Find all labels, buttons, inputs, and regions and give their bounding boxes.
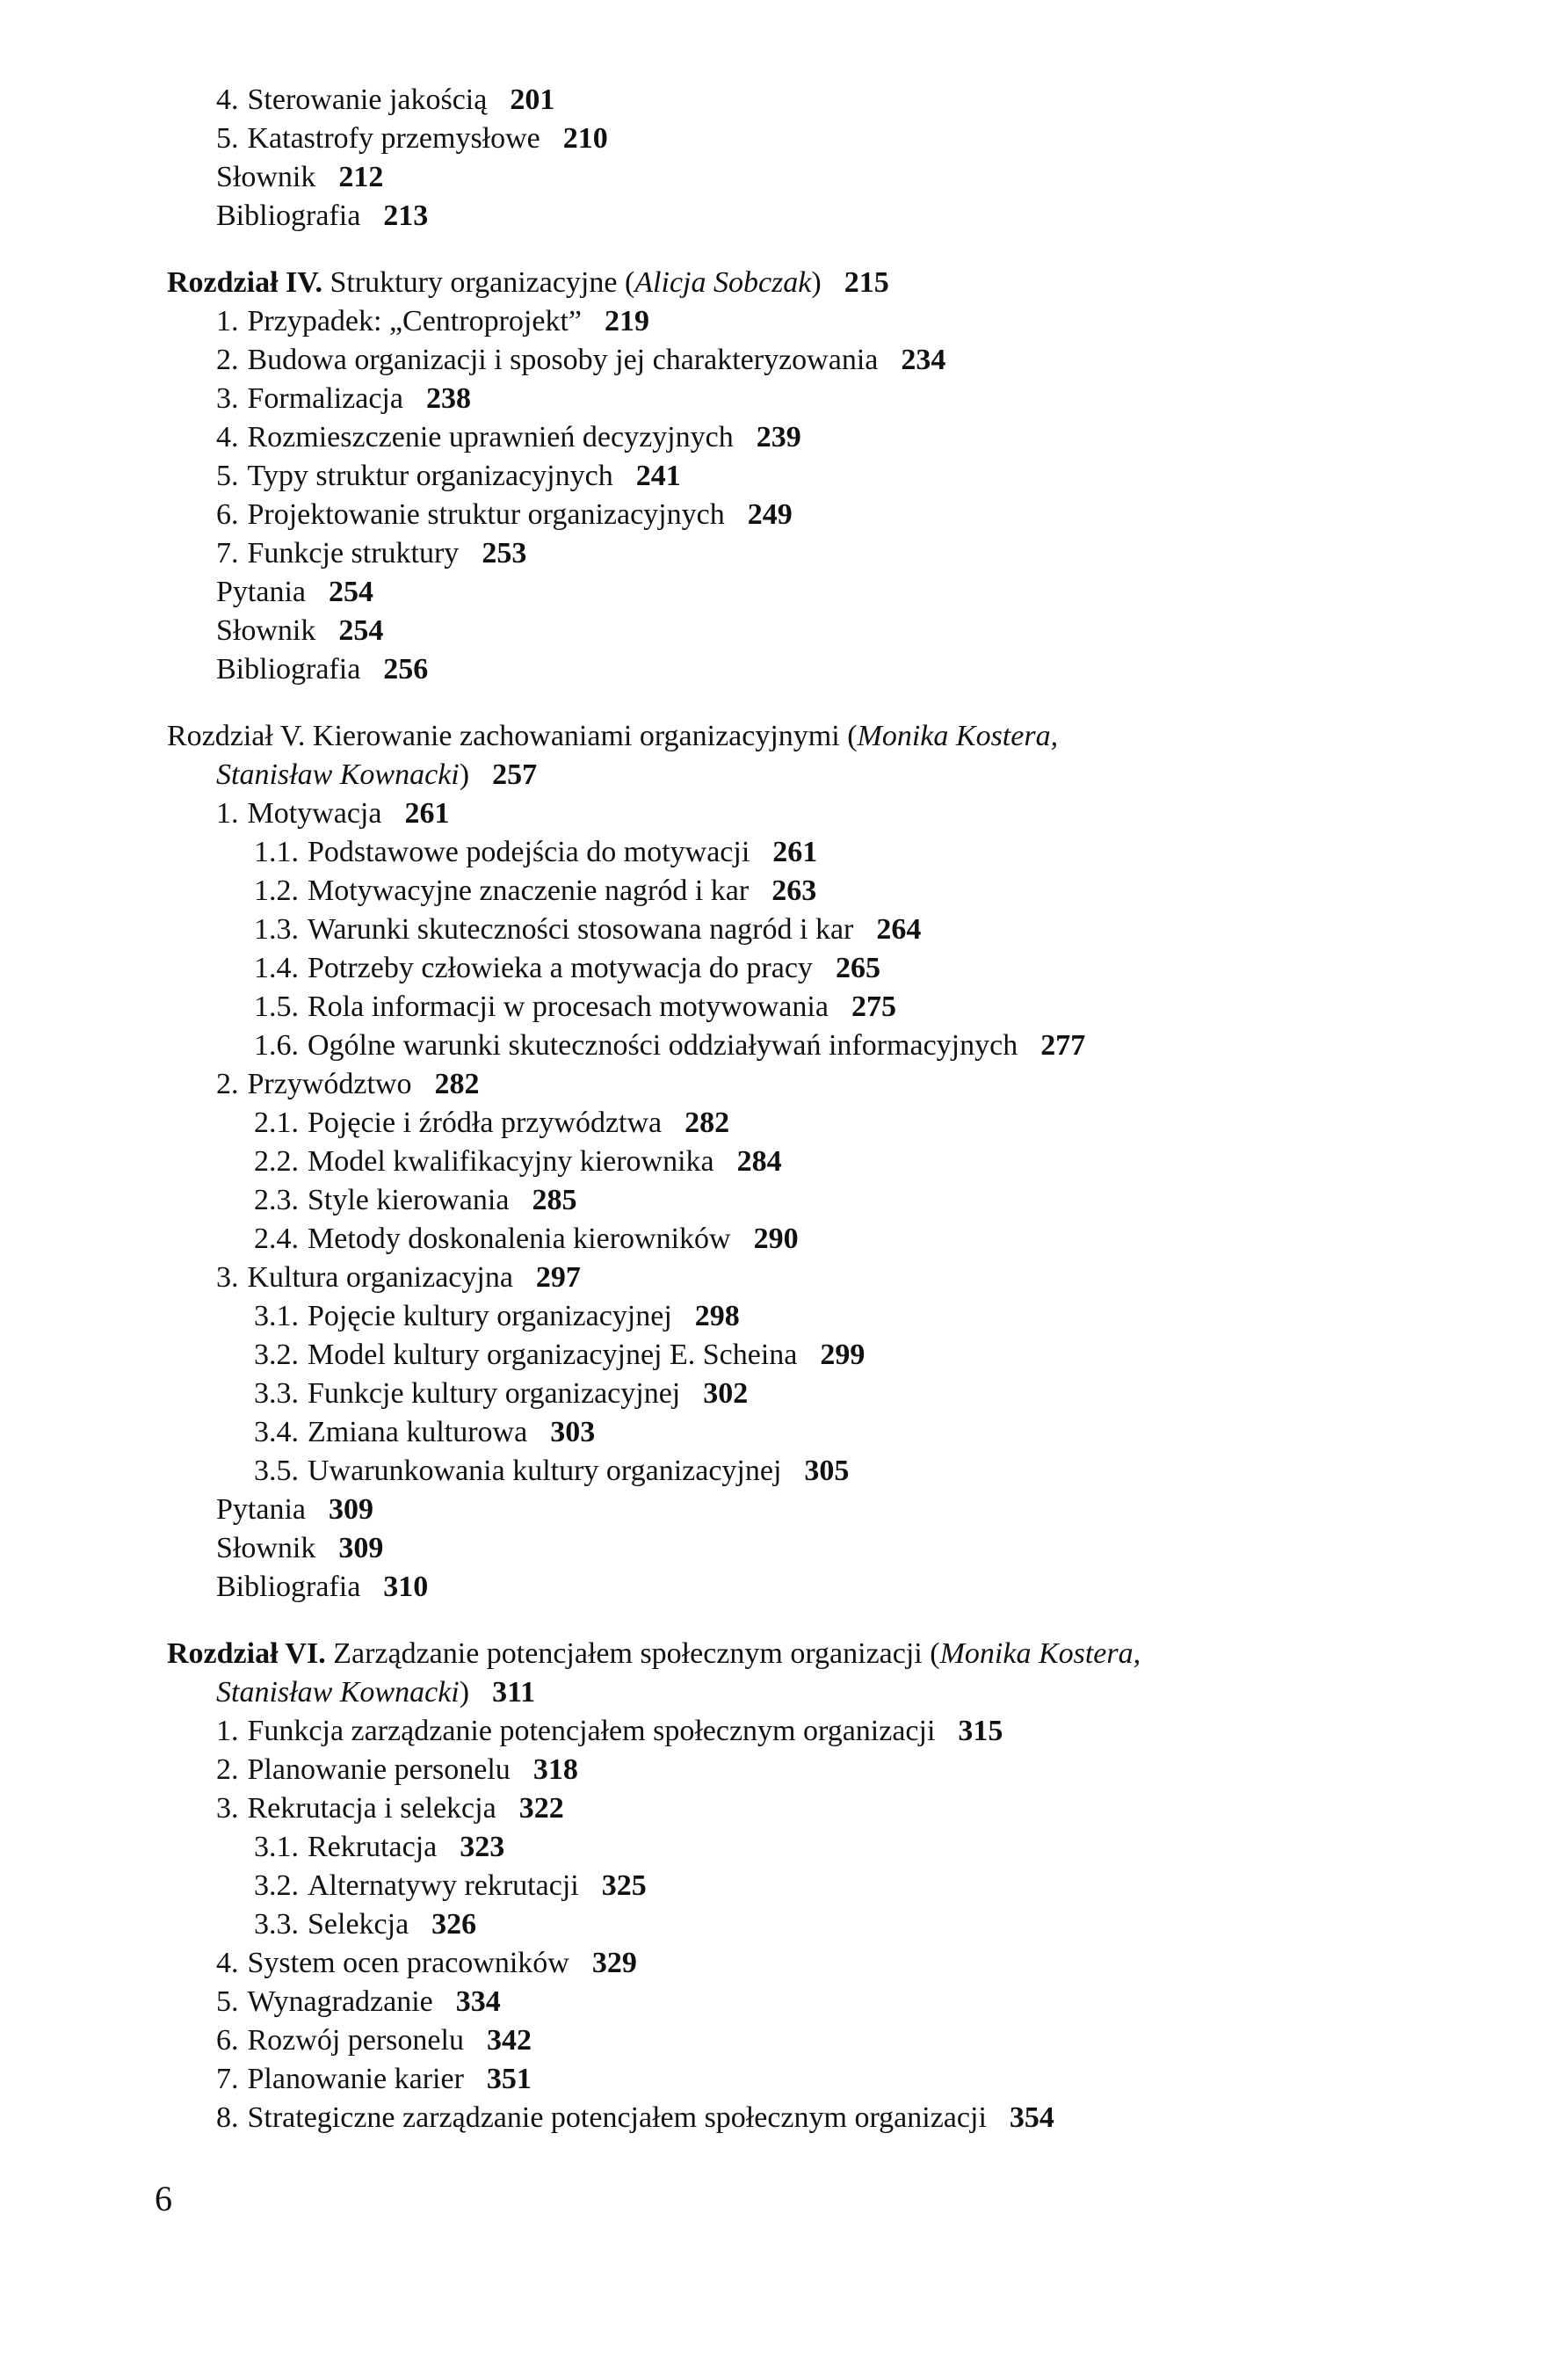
toc-entry	[0, 1983, 1550, 2021]
entry-page-number: 261	[404, 797, 450, 830]
entry-number: 3.3.	[254, 1377, 299, 1410]
entry-number: 2.	[216, 1753, 239, 1786]
entry-page-number: 302	[703, 1377, 749, 1410]
entry-title: Zmiana kulturowa	[308, 1416, 528, 1448]
chapter-label: Rozdział VI.	[167, 1637, 326, 1670]
entry-title: Rekrutacja i selekcja	[247, 1792, 496, 1825]
toc-entry	[0, 418, 1550, 457]
toc-entry	[0, 1673, 1550, 1712]
entry-number: 4.	[216, 421, 239, 454]
toc-entry	[0, 158, 1550, 197]
entry-page-number: 305	[804, 1455, 850, 1487]
toc-entry	[0, 1027, 1550, 1065]
toc-entry	[0, 341, 1550, 380]
entry-title: Przypadek: „Centroprojekt”	[247, 305, 582, 337]
entry-page-number: 351	[486, 2063, 532, 2095]
entry-title: Pojęcie kultury organizacyjnej	[308, 1300, 672, 1332]
toc-entry	[0, 1789, 1550, 1828]
toc-chapter-heading	[0, 1635, 1550, 1673]
entry-title: Katastrofy przemysłowe	[247, 122, 540, 155]
entry-number: 3.2.	[254, 1339, 299, 1371]
toc-entry	[0, 380, 1550, 418]
entry-title: Przywództwo	[247, 1068, 412, 1100]
toc-entry	[0, 1065, 1550, 1104]
toc-chapter-heading	[0, 717, 1550, 756]
entry-title: Kierowanie zachowaniami organizacyjnymi (	[305, 720, 858, 752]
entry-page-number: 282	[434, 1068, 480, 1100]
entry-title: Sterowanie jakością	[247, 83, 488, 116]
entry-title: Słownik	[216, 1532, 316, 1564]
entry-title: Budowa organizacji i sposoby jej charakteryzowania	[247, 344, 879, 376]
entry-number: 2.	[216, 344, 239, 376]
entry-page-number: 210	[562, 122, 608, 155]
toc-entry	[0, 911, 1550, 949]
entry-page-number: 213	[383, 200, 429, 232]
entry-author: Stanisław Kownacki	[216, 1676, 460, 1709]
entry-page-number: 325	[601, 1869, 647, 1902]
entry-title: Zarządzanie potencjałem społecznym organizacji (	[325, 1637, 940, 1670]
entry-page-number: 263	[771, 874, 817, 907]
entry-number: 2.	[216, 1068, 239, 1100]
toc-entry	[0, 120, 1550, 158]
entry-title: Uwarunkowania kultury organizacyjnej	[308, 1455, 782, 1487]
toc-entry	[0, 1375, 1550, 1413]
entry-title: Model kwalifikacyjny kierownika	[308, 1145, 714, 1178]
entry-title: Kultura organizacyjna	[247, 1261, 513, 1294]
entry-title: Wynagradzanie	[247, 1985, 433, 2018]
entry-page-number: 254	[328, 576, 373, 608]
entry-page-number: 212	[338, 161, 384, 193]
entry-title: Planowanie karier	[247, 2063, 464, 2095]
entry-title: Pytania	[216, 1493, 306, 1526]
entry-number: 1.1.	[254, 836, 299, 868]
toc-entry	[0, 1297, 1550, 1336]
entry-title: System ocen pracowników	[247, 1947, 569, 1979]
toc-entry	[0, 988, 1550, 1027]
entry-number: 3.2.	[254, 1869, 299, 1902]
entry-number: 3.	[216, 382, 239, 415]
toc-entry	[0, 650, 1550, 689]
entry-number: 1.	[216, 797, 239, 830]
entry-page-number: 310	[383, 1571, 429, 1603]
toc-entry	[0, 949, 1550, 988]
entry-title: Bibliografia	[216, 653, 361, 686]
entry-page-number: 265	[835, 952, 880, 984]
entry-title: Struktury organizacyjne (	[322, 266, 635, 299]
entry-page-number: 234	[901, 344, 946, 376]
entry-title: Metody doskonalenia kierowników	[308, 1223, 731, 1255]
entry-title-tail: )	[811, 266, 822, 299]
toc-entry	[0, 1413, 1550, 1452]
entry-page-number: 256	[383, 653, 429, 686]
entry-number: 4.	[216, 83, 239, 116]
entry-title: Pytania	[216, 576, 306, 608]
entry-number: 1.6.	[254, 1029, 299, 1062]
toc-entry	[0, 1568, 1550, 1607]
entry-page-number: 261	[772, 836, 818, 868]
entry-page-number: 282	[684, 1107, 730, 1139]
toc-entry	[0, 1944, 1550, 1983]
entry-author: Monika Kostera,	[939, 1637, 1141, 1670]
toc-entry	[0, 1867, 1550, 1905]
toc-entry	[0, 1104, 1550, 1143]
entry-title: Strategiczne zarządzanie potencjałem społecznym organizacji	[247, 2101, 987, 2134]
entry-page-number: 215	[844, 266, 889, 299]
entry-number: 1.5.	[254, 990, 299, 1023]
entry-page-number: 322	[518, 1792, 564, 1825]
entry-title: Style kierowania	[308, 1184, 510, 1216]
entry-page-number: 238	[425, 382, 471, 415]
toc-entry	[0, 81, 1550, 120]
entry-page-number: 334	[455, 1985, 501, 2018]
entry-page-number: 201	[510, 83, 555, 116]
entry-title: Słownik	[216, 161, 316, 193]
entry-title: Selekcja	[308, 1908, 409, 1941]
toc-entry	[0, 197, 1550, 236]
entry-title: Formalizacja	[247, 382, 403, 415]
entry-title: Ogólne warunki skuteczności oddziaływań informacyjnych	[308, 1029, 1018, 1062]
toc-entry	[0, 1452, 1550, 1491]
entry-title: Bibliografia	[216, 1571, 361, 1603]
toc-entry	[0, 496, 1550, 534]
entry-author: Alicja Sobczak	[634, 266, 812, 299]
entry-page-number: 253	[482, 537, 527, 570]
entry-title: Rola informacji w procesach motywowania	[308, 990, 829, 1023]
entry-page-number: 354	[1009, 2101, 1054, 2134]
entry-title: Funkcja zarządzanie potencjałem społecznym organizacji	[247, 1715, 936, 1747]
toc-chapter-heading	[0, 264, 1550, 302]
entry-title-tail: )	[459, 758, 470, 791]
toc-entry	[0, 1905, 1550, 1944]
entry-title: Potrzeby człowieka a motywacja do pracy	[308, 952, 813, 984]
entry-title: Alternatywy rekrutacji	[308, 1869, 579, 1902]
entry-title: Planowanie personelu	[247, 1753, 511, 1786]
entry-page-number: 326	[431, 1908, 477, 1941]
entry-page-number: 264	[876, 913, 922, 946]
entry-title: Funkcje kultury organizacyjnej	[308, 1377, 681, 1410]
entry-number: 5.	[216, 1985, 239, 2018]
entry-title: Rozwój personelu	[247, 2024, 464, 2057]
entry-number: 3.4.	[254, 1416, 299, 1448]
entry-number: 3.1.	[254, 1300, 299, 1332]
entry-title: Podstawowe podejścia do motywacji	[308, 836, 750, 868]
page-number: 6	[155, 2179, 172, 2218]
entry-number: 3.	[216, 1792, 239, 1825]
toc-entry	[0, 872, 1550, 911]
entry-title: Bibliografia	[216, 200, 361, 232]
entry-title: Model kultury organizacyjnej E. Scheina	[308, 1339, 798, 1371]
entry-author: Stanisław Kownacki	[216, 758, 460, 791]
entry-title: Funkcje struktury	[247, 537, 460, 570]
entry-page-number: 309	[328, 1493, 373, 1526]
entry-page-number: 285	[532, 1184, 577, 1216]
toc-entry	[0, 1181, 1550, 1220]
toc-entry	[0, 2021, 1550, 2060]
entry-title: Rekrutacja	[308, 1831, 438, 1863]
chapter-label: Rozdział IV.	[167, 266, 322, 299]
entry-number: 2.2.	[254, 1145, 299, 1178]
toc-entry	[0, 534, 1550, 573]
entry-title: Projektowanie struktur organizacyjnych	[247, 498, 725, 531]
entry-number: 1.2.	[254, 874, 299, 907]
table-of-contents	[0, 81, 1550, 2137]
entry-number: 3.1.	[254, 1831, 299, 1863]
entry-page-number: 241	[635, 460, 681, 492]
entry-title: Motywacja	[247, 797, 382, 830]
entry-page-number: 257	[492, 758, 538, 791]
toc-entry	[0, 2099, 1550, 2137]
toc-entry	[0, 2060, 1550, 2099]
toc-entry	[0, 833, 1550, 872]
entry-number: 3.5.	[254, 1455, 299, 1487]
entry-page-number: 249	[747, 498, 793, 531]
entry-page-number: 297	[535, 1261, 581, 1294]
entry-title: Motywacyjne znaczenie nagród i kar	[308, 874, 750, 907]
entry-number: 1.3.	[254, 913, 299, 946]
entry-title: Pojęcie i źródła przywództwa	[308, 1107, 663, 1139]
toc-entry	[0, 302, 1550, 341]
entry-page-number: 254	[338, 614, 384, 647]
entry-page-number: 315	[958, 1715, 1003, 1747]
entry-number: 3.	[216, 1261, 239, 1294]
entry-page-number: 329	[591, 1947, 637, 1979]
entry-number: 1.4.	[254, 952, 299, 984]
entry-page-number: 342	[486, 2024, 532, 2057]
toc-entry	[0, 1751, 1550, 1789]
toc-entry	[0, 1828, 1550, 1867]
entry-page-number: 303	[550, 1416, 596, 1448]
entry-number: 5.	[216, 460, 239, 492]
entry-number: 2.4.	[254, 1223, 299, 1255]
entry-number: 8.	[216, 2101, 239, 2134]
entry-page-number: 299	[820, 1339, 866, 1371]
entry-number: 3.3.	[254, 1908, 299, 1941]
toc-entry	[0, 573, 1550, 612]
entry-title: Słownik	[216, 614, 316, 647]
entry-number: 2.1.	[254, 1107, 299, 1139]
entry-number: 4.	[216, 1947, 239, 1979]
entry-page-number: 323	[460, 1831, 505, 1863]
toc-entry	[0, 795, 1550, 833]
entry-number: 6.	[216, 498, 239, 531]
toc-entry	[0, 1336, 1550, 1375]
entry-page-number: 284	[736, 1145, 782, 1178]
entry-title: Typy struktur organizacyjnych	[247, 460, 613, 492]
entry-number: 7.	[216, 2063, 239, 2095]
entry-page-number: 219	[604, 305, 649, 337]
entry-title-tail: )	[459, 1676, 470, 1709]
entry-page-number: 318	[532, 1753, 578, 1786]
entry-author: Monika Kostera,	[857, 720, 1059, 752]
entry-number: 5.	[216, 122, 239, 155]
entry-number: 7.	[216, 537, 239, 570]
toc-entry	[0, 1143, 1550, 1181]
toc-entry	[0, 1491, 1550, 1529]
toc-entry	[0, 756, 1550, 795]
entry-title: Rozmieszczenie uprawnień decyzyjnych	[247, 421, 734, 454]
chapter-label: Rozdział V.	[167, 720, 306, 752]
entry-page-number: 309	[338, 1532, 384, 1564]
toc-entry	[0, 1712, 1550, 1751]
toc-entry	[0, 457, 1550, 496]
toc-entry	[0, 1529, 1550, 1568]
entry-page-number: 311	[492, 1676, 536, 1709]
entry-number: 6.	[216, 2024, 239, 2057]
entry-number: 1.	[216, 1715, 239, 1747]
entry-title: Warunki skuteczności stosowana nagród i kar	[308, 913, 854, 946]
toc-entry	[0, 1259, 1550, 1297]
entry-page-number: 275	[851, 990, 896, 1023]
entry-page-number: 298	[694, 1300, 740, 1332]
entry-page-number: 290	[753, 1223, 799, 1255]
toc-entry	[0, 612, 1550, 650]
entry-number: 1.	[216, 305, 239, 337]
toc-entry	[0, 1220, 1550, 1259]
entry-page-number: 239	[756, 421, 801, 454]
entry-page-number: 277	[1040, 1029, 1086, 1062]
entry-number: 2.3.	[254, 1184, 299, 1216]
